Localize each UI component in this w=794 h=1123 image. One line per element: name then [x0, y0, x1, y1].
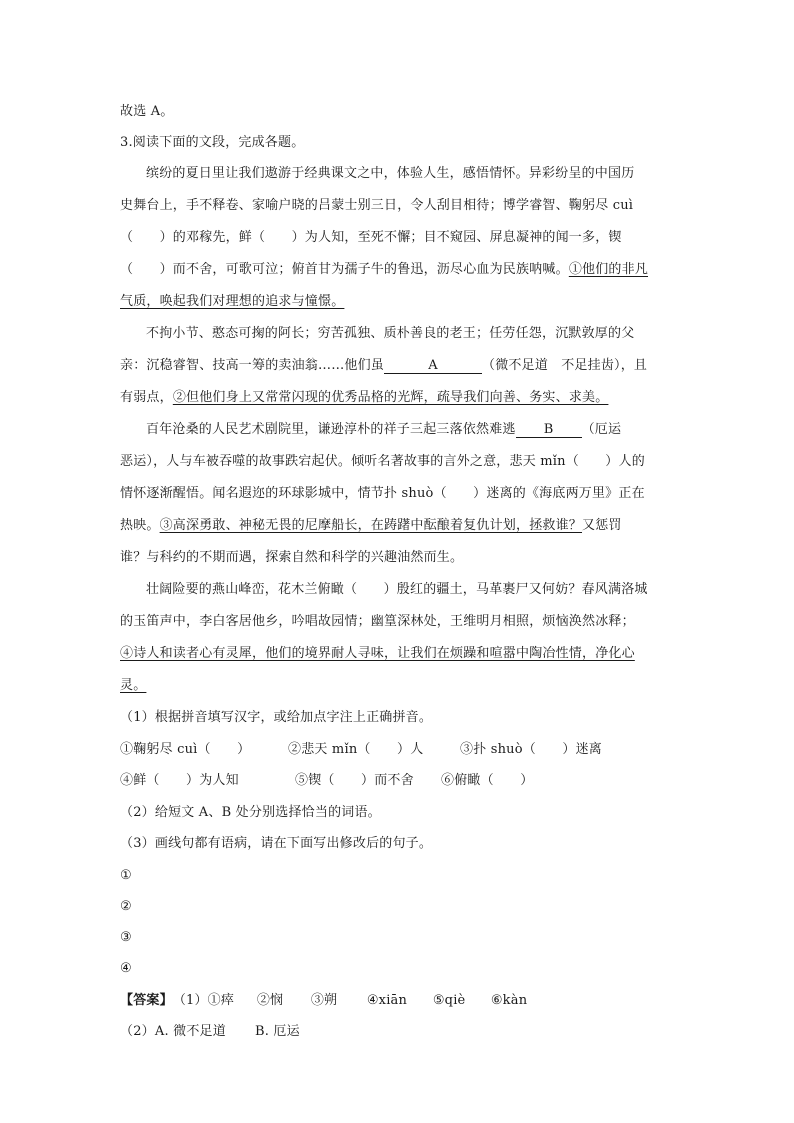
passage-text: （微不足道 不足挂齿），且 [482, 358, 648, 373]
passage-p4-line2: 的玉笛声中，李白客居他乡，吟唱故园情；幽篁深林处，王维明月相照，烦恼涣然冰释； [120, 614, 635, 629]
answer-item: ⑥kàn [490, 993, 528, 1008]
underlined-sentence-4-cont: 灵。 [120, 678, 147, 693]
passage-text: 百年沧桑的人民艺术剧院里，谦逊淳朴的祥子三起三落依然难逃 [146, 422, 516, 437]
passage-text: 亲：沉稳睿智、技高一筹的卖油翁……他们虽 [120, 358, 385, 373]
pinyin-item-2: ②悲天 mǐn（ ）人 [288, 742, 424, 757]
pinyin-item-5: ⑤锲（ ）而不舍 [295, 773, 414, 788]
passage-p4-line3 [120, 644, 680, 664]
pinyin-item-4: ④鲜（ ）为人知 [120, 773, 239, 788]
passage-p3-line5: 谁？与科约的不期而遇，探索自然和科学的兴趣油然而生。 [120, 550, 464, 565]
passage-p3-line4 [120, 516, 680, 536]
blank-b: B [516, 422, 582, 438]
answer-item: （1）①瘁 [172, 993, 235, 1008]
passage-p2-line1: 不拘小节、憨态可掬的阿长；穷苦孤独、质朴善良的老王；任劳任怨，沉默敦厚的父 [146, 326, 635, 341]
passage-text: 热映。 [120, 518, 160, 533]
passage-p3-line2: 恶运），人与车被吞噬的故事跌宕起伏。倾听名著故事的言外之意，悲天 mǐn（ ）人的 [120, 454, 645, 469]
previous-answer-text: 故选 A。 [120, 104, 174, 119]
answer-line-2 [120, 1022, 680, 1042]
passage-text: （ ）而不舍，可歌可泣；俯首甘为孺子牛的鲁迅，沥尽心血为民族呐喊。 [120, 262, 569, 277]
pinyin-item-3: ③扑 shuò（ ）迷离 [460, 742, 602, 757]
passage-text: 又惩罚 [582, 518, 622, 533]
passage-p3-line3: 情怀逐渐醒悟。闻名遐迩的环球影城中，情节扑 shuò（ ）迷离的《海底两万里》正在 [120, 486, 645, 501]
passage-p2-line3 [120, 388, 680, 408]
passage-p1-line2: 史舞台上，手不释卷、家喻户晓的吕蒙士别三日，令人刮目相待；博学睿智、鞠躬尽 cuì [120, 198, 634, 213]
passage-text: 有弱点， [120, 390, 173, 405]
subquestion-2-prompt: （2）给短文 A、B 处分别选择恰当的词语。 [120, 805, 381, 820]
subquestion-3-prompt: （3）画线句都有语病，请在下面写出修改后的句子。 [120, 836, 433, 851]
pinyin-row-2 [120, 771, 680, 791]
underlined-sentence-1-cont: 气质，唤起我们对理想的追求与憧憬。 [120, 294, 345, 309]
subquestion-1-prompt: （1）根据拼音填写汉字，或给加点字注上正确拼音。 [120, 710, 433, 725]
passage-p1-line5 [120, 292, 680, 312]
underlined-sentence-4: ④诗人和读者心有灵犀，他们的境界耐人寻味，让我们在烦躁和喧嚣中陶冶性情，净化心 [120, 646, 635, 661]
answer-item: ⑤qiè [432, 993, 466, 1008]
underlined-sentence-1: ①他们的非凡 [568, 262, 649, 277]
pinyin-item-6: ⑥俯瞰（ ） [441, 773, 534, 788]
answer-item: ③朔 [310, 993, 338, 1008]
passage-p1-line4 [120, 260, 680, 280]
answer-slot-1: ① [120, 868, 132, 883]
answer-item: B. 厄运 [255, 1024, 300, 1039]
blank-a: A [384, 358, 482, 374]
underlined-sentence-2: ②但他们身上又常常闪现的优秀品格的光辉，疏导我们向善、务实、求美。 [172, 390, 609, 405]
passage-p3-line1 [146, 420, 706, 440]
answer-label: 【答案】 [120, 993, 173, 1008]
pinyin-item-1: ①鞠躬尽 cuì（ ） [120, 742, 251, 757]
underlined-sentence-3: ③高深勇敢、神秘无畏的尼摩船长，在踌躇中酝酿着复仇计划，拯救谁？ [159, 518, 583, 533]
answer-slot-3: ③ [120, 930, 132, 945]
passage-p1-line3: （ ）的邓稼先，鲜（ ）为人知，至死不懈；目不窥园、屏息凝神的闻一多，锲 [120, 230, 622, 245]
answer-slot-2: ② [120, 899, 132, 914]
passage-p4-line1: 壮阔险要的燕山峰峦，花木兰俯瞰（ ）殷红的疆土，马革裹尸又何妨？春风满洛城 [146, 582, 648, 597]
answer-line-1 [120, 991, 680, 1011]
answer-item: ②悯 [256, 993, 284, 1008]
passage-text: （厄运 [581, 422, 622, 437]
answer-slot-4: ④ [120, 961, 132, 976]
pinyin-row-1 [120, 740, 680, 760]
passage-p4-line4 [120, 676, 680, 696]
passage-p1-line1: 缤纷的夏日里让我们遨游于经典课文之中，体验人生，感悟情怀。异彩纷呈的中国历 [146, 166, 635, 181]
passage-p2-line2 [120, 356, 680, 376]
answer-item: ④xiān [366, 993, 408, 1008]
question-title: 3.阅读下面的文段，完成各题。 [120, 135, 305, 150]
answer-item: （2）A. 微不足道 [120, 1024, 226, 1039]
